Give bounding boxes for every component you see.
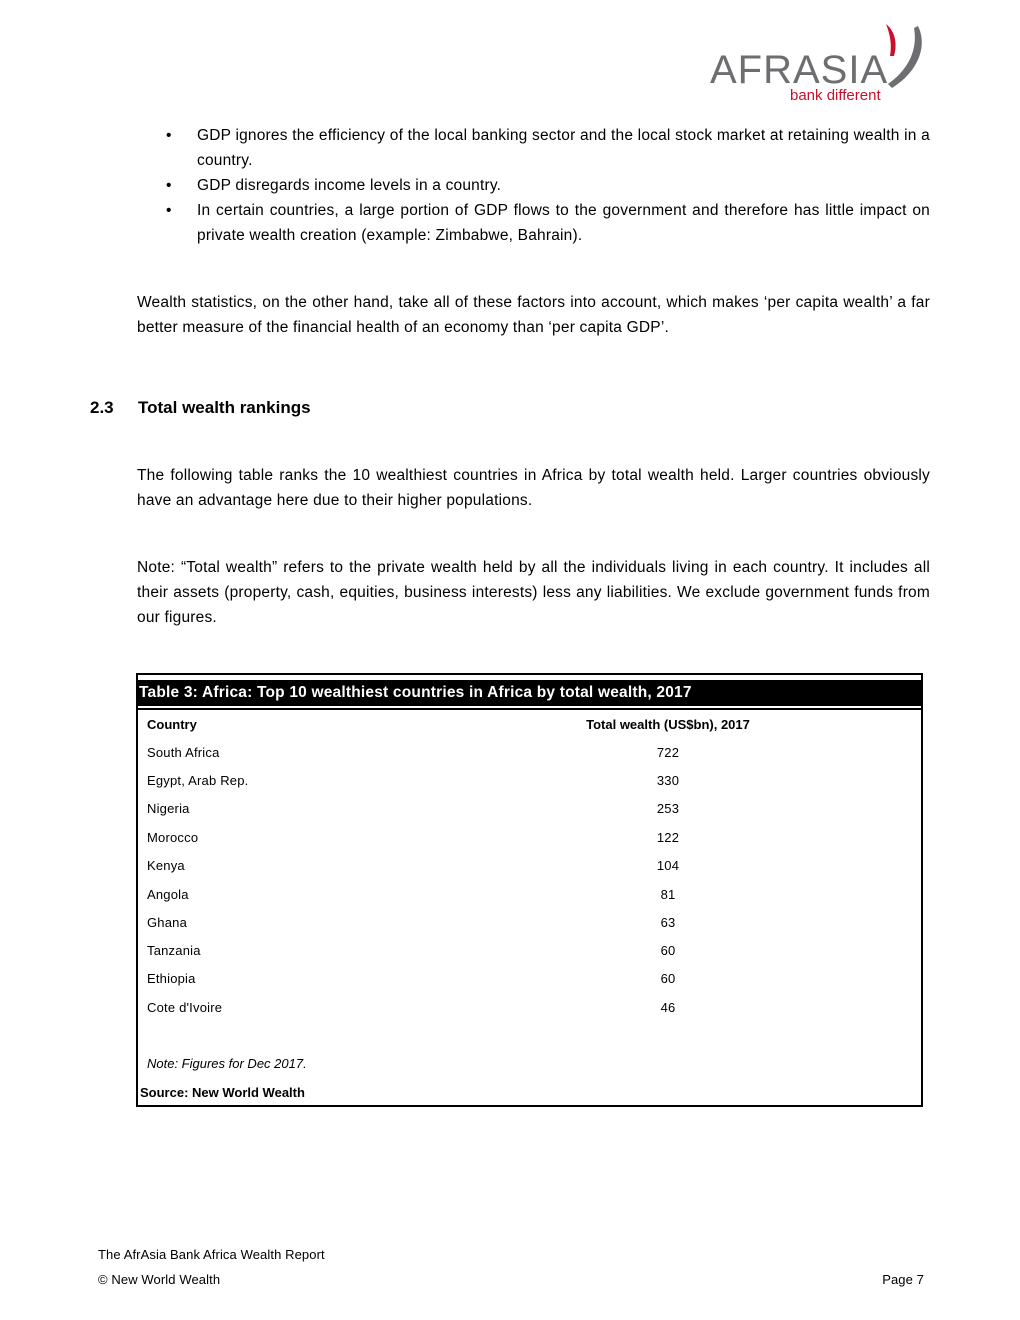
bullet-item <box>166 198 930 248</box>
logo-wordmark: AFRASIA <box>710 48 889 92</box>
country-cell: Kenya <box>147 858 185 873</box>
footer-report-title: The AfrAsia Bank Africa Wealth Report <box>98 1247 325 1262</box>
wealth-cell: 253 <box>656 801 680 816</box>
wealth-cell: 46 <box>660 1000 676 1015</box>
footer-copyright: © New World Wealth <box>98 1272 221 1287</box>
country-cell: Nigeria <box>147 801 190 816</box>
logo-tagline: bank different <box>790 87 881 104</box>
table-row <box>138 829 921 857</box>
country-cell: South Africa <box>147 745 220 760</box>
table-row <box>138 857 921 885</box>
table-row <box>138 914 921 942</box>
country-cell: Tanzania <box>147 943 201 958</box>
table-row <box>138 942 921 970</box>
column-header-country: Country <box>147 717 197 732</box>
footer-page-number: Page 7 <box>882 1272 924 1287</box>
table-row <box>138 772 921 800</box>
table-row <box>138 970 921 998</box>
wealth-cell: 330 <box>656 773 680 788</box>
bullet-text: In certain countries, a large portion of GDP flows to the government and therefore has little impact on private wealth creation (example: Zimbabwe, Bahrain). <box>197 202 930 244</box>
country-cell: Cote d'Ivoire <box>147 1000 223 1015</box>
afrasia-logo <box>706 20 936 110</box>
table-row <box>138 999 921 1027</box>
rank-intro-paragraph: The following table ranks the 10 wealthiest countries in Africa by total wealth held. Larger countries obviously have an advantage here due to their higher populations. <box>137 467 930 509</box>
bullet-dot-icon: • <box>166 127 172 144</box>
logo-swoosh-icon <box>878 20 934 92</box>
bullet-dot-icon: • <box>166 177 172 194</box>
column-header-total-wealth: Total wealth (US$bn), 2017 <box>586 717 750 732</box>
table-title: Table 3: Africa: Top 10 wealthiest countries in Africa by total wealth, 2017 <box>138 680 921 706</box>
wealth-cell: 81 <box>660 887 676 902</box>
country-cell: Ghana <box>147 915 188 930</box>
section-title: Total wealth rankings <box>138 398 311 417</box>
table-title-rule <box>138 708 921 710</box>
wealth-table <box>136 673 923 1107</box>
table-row <box>138 886 921 914</box>
wealth-cell: 122 <box>656 830 680 845</box>
wealth-cell: 104 <box>656 858 680 873</box>
wealth-cell: 63 <box>660 915 676 930</box>
table-source: Source: New World Wealth <box>140 1085 305 1100</box>
bullet-text: GDP ignores the efficiency of the local banking sector and the local stock market at retaining wealth in a country. <box>197 127 930 169</box>
bullet-text: GDP disregards income levels in a country. <box>197 177 502 194</box>
table-note: Note: Figures for Dec 2017. <box>147 1056 307 1071</box>
table-row <box>138 800 921 828</box>
bullet-dot-icon: • <box>166 202 172 219</box>
country-cell: Egypt, Arab Rep. <box>147 773 249 788</box>
bullet-item <box>166 123 930 173</box>
bullet-list <box>166 123 930 248</box>
country-cell: Ethiopia <box>147 971 196 986</box>
country-cell: Angola <box>147 887 189 902</box>
wealth-cell: 722 <box>656 745 680 760</box>
table-row <box>138 744 921 772</box>
country-cell: Morocco <box>147 830 199 845</box>
bullet-item <box>166 173 930 198</box>
wealth-cell: 60 <box>660 971 676 986</box>
total-wealth-note-paragraph: Note: “Total wealth” refers to the private wealth held by all the individuals living in each country. It includes all their assets (property, cash, equities, business interests) less any liabilities. We exclude government funds from our figures. <box>137 559 930 626</box>
section-number: 2.3 <box>90 398 114 417</box>
section-heading <box>90 396 311 420</box>
wealth-statistics-paragraph: Wealth statistics, on the other hand, take all of these factors into account, which makes ‘per capita wealth’ a far better measure of the financial health of an economy than ‘per capita GDP’. <box>137 294 930 336</box>
wealth-cell: 60 <box>660 943 676 958</box>
